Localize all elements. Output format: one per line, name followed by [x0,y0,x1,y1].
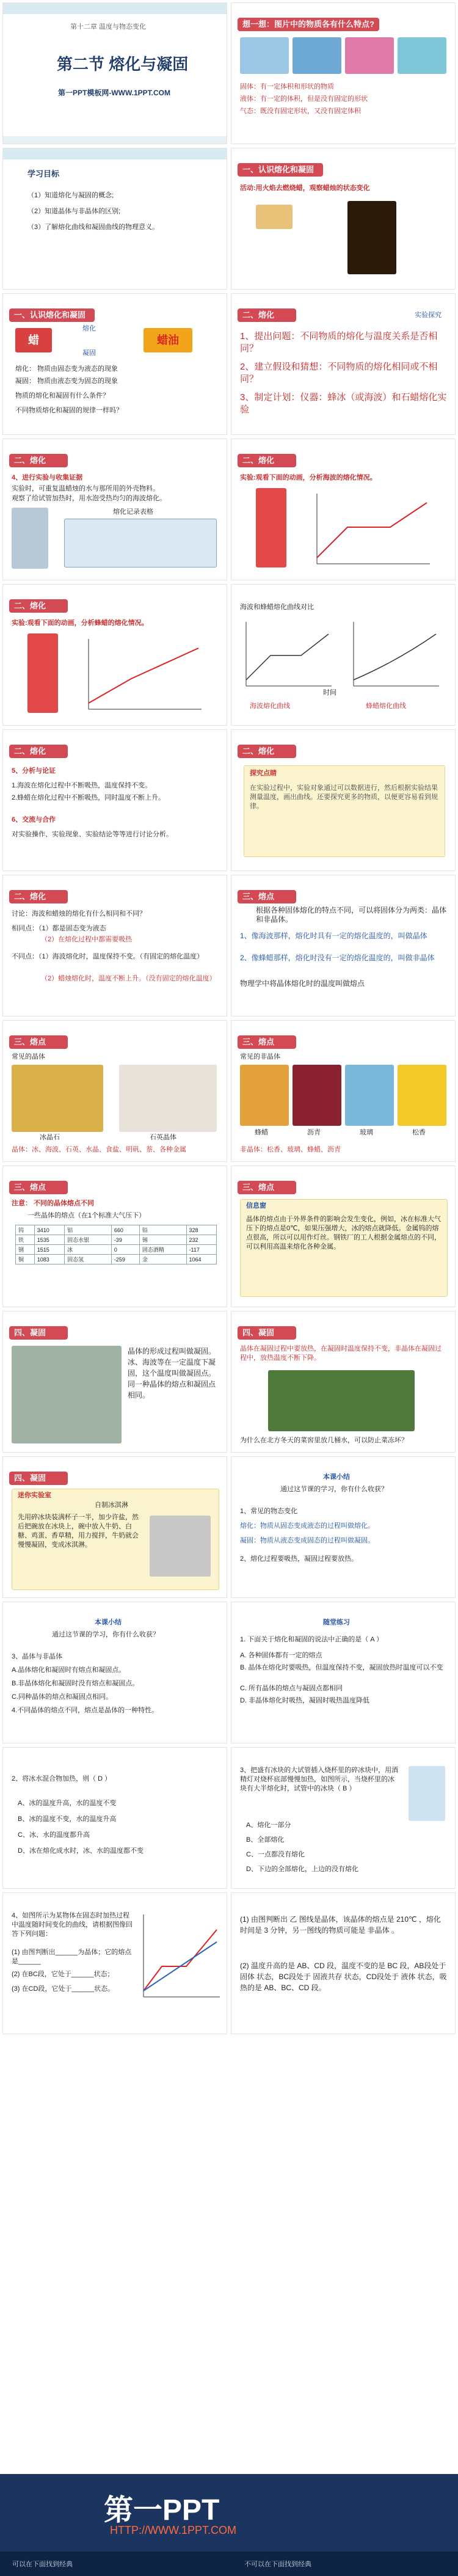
cell: 铝 [65,1225,112,1235]
tip-text: 在实验过程中，实验对象通过可以数据进行，然后根据实验结果测量温度，画出曲线。还要探究更多的物质，以便更容易看到规律。 [250,784,438,810]
cell: 固态水银 [65,1235,112,1245]
info-slide [231,1166,456,1307]
instruction-2: 观察了给试管加热时，用水泡受热均匀的海波熔化。 [12,495,166,502]
conclusion-1: 1.海波在熔化过程中不断吸热，温度保持不变。 [12,782,152,789]
brand-logo: 第一PPT [104,2494,220,2527]
question-2: 2、建立假设和猜想：不同物质的熔化相同或不相同？ [240,362,438,384]
caption: 蜂蜡 [255,1129,268,1136]
section-tag: 三、熔点 [9,1035,68,1049]
cell: 1064 [186,1255,217,1264]
freeze-text: 晶体的形成过程叫做凝固。冰、海波等在一定温度下凝固，这个温度叫做凝固点。同一种晶体的熔点和凝固点相同。 [128,1347,216,1399]
goals-title: 学习目标 [27,169,60,178]
cell: 铁 [16,1235,35,1245]
cell: 钢 [16,1245,35,1255]
hypo-chart [240,619,338,698]
table-sub: 一些晶体的熔点（在1个标准大气压下） [27,1212,146,1219]
crown-image [12,1065,103,1132]
cell: 0 [111,1245,139,1255]
goals-slide [2,148,227,290]
answer-slide [231,1892,456,2034]
banner-footer [0,2552,458,2576]
table-row [16,1245,217,1255]
wax-line [89,648,198,703]
question-stem: 1. 下面关于熔化和凝固的说法中正确的是（ A ） [240,1636,383,1643]
apparatus-image [12,508,48,569]
question-1: 1、提出问题：不同物质的熔化与温度关系是否相同？ [240,331,438,354]
summary-item: B.非晶体熔化和凝固时没有熔点和凝固点。 [12,1680,139,1687]
option: A. 各种固体都有一定的熔点 [240,1652,322,1659]
section-tag: 三、熔点 [238,890,296,903]
cellar-question: 为什么在北方冬天的菜窖里放几桶水，可以防止菜冻坏？ [240,1437,408,1444]
sub-question: (2) 在BC段，它处于______状态； [12,1971,114,1978]
gas-line: 气态：既没有固定形状，又没有固定体积 [240,108,361,115]
option: A、熔化一部分 [246,1822,291,1829]
cell: 固态酒精 [139,1245,186,1255]
icecream-image [150,1516,211,1577]
quartz-image [119,1065,217,1132]
cell: 钨 [16,1225,35,1235]
curve-b [144,1942,217,1991]
mini-lab-slide [2,1456,227,1598]
option: C、冰、水的温度都升高 [18,1831,90,1839]
noncrystals-slide [231,1020,456,1162]
cell: 328 [186,1225,217,1235]
sub-question: (1) 由图判断出______为晶体；它的熔点是______ [12,1949,132,1965]
slide-title: 第二节 熔化与凝固 [57,55,189,73]
practice3-slide [231,1747,456,1889]
wax-line [354,634,436,680]
melt-concept-slide [2,293,227,435]
section-tag: 四、凝固 [238,1326,296,1340]
thermometer-image [27,633,58,713]
rule-question: 不同物质熔化和凝固的规律一样吗？ [15,407,123,414]
hypo-anim-slide [231,439,456,580]
caption: 松香 [412,1129,426,1136]
slide-bar [3,3,227,14]
cover-slide [2,2,227,144]
wax-label: 蜡 [15,328,52,352]
promo-banner [0,2474,458,2576]
caption: 沥青 [307,1129,321,1136]
melt-arrow-label: 熔化 [82,325,96,332]
freeze-definition: 凝固： 物质由液态变为固态的现象 [15,378,118,385]
summary-title: 本课小结 [95,1619,122,1626]
chapter-label: 第十二章 温度与物态变化 [70,23,147,31]
section-tag: 一、认识熔化和凝固 [9,308,95,322]
section-tag: 四、凝固 [9,1326,68,1340]
same-2: （2）在熔化过程中都需要吸热 [41,936,133,943]
sub-question: (3) 在CD段，它处于______状态。 [12,1985,115,1993]
tip-slide [231,729,456,871]
hypo-caption: 海波熔化曲线 [250,702,290,710]
mini-lab-sub: 自制冰淇淋 [95,1501,128,1509]
icicle-image [12,1346,122,1443]
summary2-slide [2,1602,227,1743]
summary-ask: 通过这节课的学习，你有什么收获？ [280,1486,388,1493]
crystal-cap-1: 冰晶石 [40,1134,60,1141]
freeze-heat-slide [231,1311,456,1453]
step-6: 6、交流与合作 [12,816,56,823]
thermometer-image [256,488,286,567]
practice2-slide [2,1747,227,1889]
cell: -259 [111,1255,139,1264]
footer-note-left: 可以在下面找到经典 [12,2561,73,2568]
freeze-arrow-label: 凝固 [82,349,96,357]
balloon-image [345,37,394,74]
cell: 铅 [139,1225,186,1235]
option: B. 晶体在熔化时要吸热，但温度保持不变，凝固放热时温度可以不变 [240,1664,443,1671]
question-stem: 3、把盛有冰块的大试管插入烧杯里的碎冰块中，用酒精灯对烧杯底部慢慢加热，如图所示，当烧杯里的冰块有大半熔化时，试管中的冰块（ B ） [240,1767,399,1792]
caption: 玻璃 [360,1129,373,1136]
question-stem: 4、如图所示为某物体在固态时加热过程中温度随时间变化的曲线，请根据图像回答下列问题： [12,1912,133,1938]
cell: -117 [186,1245,217,1255]
slide-bar-bottom [3,136,227,144]
noncrystals-title: 常见的非晶体 [240,1053,280,1060]
ice-image [240,37,289,74]
beeswax-image [240,1065,289,1126]
question-stem: 2、将冰水混合物加热，则（ D ） [12,1775,112,1782]
cell: 金 [139,1255,186,1264]
anim-instruction: 实验:观看下面的动画，分析海波的熔化情况。 [240,474,377,481]
section-tag: 二、熔化 [9,599,68,613]
diff-2: （2）蜡烛熔化时，温度不断上升。（没有固定的熔化温度） [41,975,216,982]
summary-item: C.同种晶体的熔点和凝固点相同。 [12,1693,112,1701]
melting-point-table [15,1225,217,1264]
info-title: 信息窗 [246,1202,266,1210]
slide-bar [3,148,227,159]
diff-1: 不同点：（1）海波熔化时，温度保持不变。（有固定的熔化温度） [12,953,204,960]
question-3: 3、制定计划：仪器：蜂冰（或海波）和石蜡熔化实验 [240,392,447,415]
cell: 1535 [34,1235,64,1245]
hypo-curve [311,491,433,570]
table-row [16,1235,217,1245]
liquid-line: 液体：有一定的体积，但是没有固定的形状 [240,95,368,103]
crystals-slide [2,1020,227,1162]
step-5: 5、分析与论证 [12,767,56,775]
step-4: 4、进行实验与收集证据 [12,474,83,481]
brand-url[interactable]: HTTP://WWW.1PPT.COM [110,2524,236,2536]
summary1-slide [231,1456,456,1598]
melting-table-slide [2,1166,227,1307]
site-label: 第一PPT模板网-WWW.1PPT.COM [58,89,170,97]
discussion-slide [2,875,227,1016]
section-tag: 三、熔点 [238,1181,296,1194]
section-tag: 四、凝固 [9,1472,68,1485]
experiment-badge: 实验探究 [415,312,442,319]
cell: 1515 [34,1245,64,1255]
note-title: 注意： 不同的晶体熔点不同 [12,1200,95,1207]
answer-1: (1) 由图判断出 乙 图线是晶体，该晶体的熔点是 210℃ ，熔化时间是 3 分钟，另一图线的物质可能是 非晶体 。 [240,1915,441,1935]
goal-item: （3）了解熔化曲线和凝固曲线的物理意义。 [27,224,159,231]
heating-curve [137,1911,223,2003]
section-tag: 三、熔点 [238,1035,296,1049]
summary-1: 1、常见的物态变化 [240,1508,298,1515]
answer-2: (2) 温度升高的是 AB、CD 段，温度不变的是 BC 段，AB段处于 固体 状态，BC段处于 固液共存 状态，CD段处于 液体 状态，吸热的是 AB、BC、CD 段。 [240,1961,447,1992]
same-1: 相同点：（1）都是固态变为液态 [12,925,106,932]
condition-question: 物质的熔化和凝固有什么条件？ [15,392,109,400]
wax-oil-label: 蜡油 [144,328,192,352]
asphalt-image [293,1065,341,1126]
section-tag: 二、熔化 [238,745,296,758]
crystal-def-slide [231,875,456,1016]
mini-lab-title: 迷你实验室 [18,1492,51,1499]
time-axis-label: 时间 [323,689,336,696]
match-image [256,205,293,229]
rosin-image [398,1065,446,1126]
option: D、下边的全部熔化，上边的没有熔化 [246,1866,358,1873]
info-text: 晶体的熔点由于外界条件的影响会发生变化，例如，冰在标准大气压下的熔点是0℃，如果压强增大，冰的熔点就降低。金属钨的熔点很高，所以可以用作灯丝。钢铁厂的工人根据金属熔点的不同，可以利用高温来熔化各种金属。 [246,1216,441,1250]
freeze-heat-text: 晶体在凝固过程中要放热，在凝固时温度保持不变，非晶体在凝固过程中，放热温度不断下降。 [240,1345,442,1362]
practice4-slide [2,1892,227,2034]
candle-flame-image [347,201,396,274]
option: B、冰的温度不变，水的温度升高 [18,1815,117,1823]
crystal-cap-2: 石英晶体 [150,1134,176,1141]
bubble-image [398,37,446,74]
solid-line: 固体：有一定体积和形状的物质 [240,83,334,90]
instruction-1: 实验时，可重复温蜡烛的水与那所用的外壳物料。 [12,485,159,492]
collect-slide [2,439,227,580]
table-caption: 熔化记录表格 [113,508,153,516]
crystals-title: 常见的晶体 [12,1053,45,1060]
goal-item: （1）知道熔化与凝固的概念; [27,192,114,199]
table-row [16,1255,217,1264]
analysis-slide [2,729,227,871]
wax-caption: 蜂蜡熔化曲线 [366,702,406,710]
option: D、冰在熔化成水时，冰、水的温度都不变 [18,1847,144,1855]
compare-slide [231,584,456,726]
section-tag: 三、熔点 [9,1181,68,1194]
compare-title: 海波和蜂蜡熔化曲线对比 [240,604,314,611]
freeze-slide [2,1311,227,1453]
summary-item: 4.不同晶体的熔点不同，熔点是晶体的一种特性。 [12,1707,159,1714]
summary-item: A.晶体熔化和凝固时有熔点和凝固点。 [12,1666,126,1674]
section-tag: 二、熔化 [9,454,68,467]
mini-lab-text: 先用碎冰块装满杯子一半，加少许盐，然后把碗放在冰块上，碗中放入牛奶、白糖、鸡蛋、香草精，用力搅拌，牛奶就会慢慢凝固，变成冰淇淋。 [18,1514,139,1549]
hypo-line [317,503,427,558]
tip-box [244,765,445,857]
cell: 铜 [16,1255,35,1264]
classification: 根据各种固体熔化的特点不同，可以将固体分为两类：晶体和非晶体。 [256,906,447,924]
vegetable-image [268,1370,415,1431]
melting-point-def: 物理学中将晶体熔化时的温度叫做熔点 [240,979,365,988]
hypo-line [246,634,329,680]
footer-note-right: 不可以在下面找到经典 [244,2561,311,2568]
spacer [0,2038,458,2474]
cell: -39 [111,1235,139,1245]
discussion-question: 讨论：海波和蜡烛的熔化有什么相同和不同？ [12,910,146,918]
option: C、一点都没有熔化 [246,1851,305,1858]
summary-title: 本课小结 [323,1473,350,1481]
option: B、全部熔化 [246,1836,285,1844]
tip-title: 探究点睛 [250,770,277,777]
know-slide [231,148,456,290]
glass-image [345,1065,394,1126]
record-table [64,519,217,567]
think-slide [231,2,456,144]
summary-item: 3、晶体与非晶体 [12,1653,63,1660]
noncrystal-list: 非晶体：松香、玻璃、蜂蜡、沥青 [240,1146,341,1153]
summary-2: 熔化：物质从固态变成液态的过程叫做熔化。 [240,1522,374,1530]
crystal-list: 晶体：冰、海波、石英、水晶、食盐、明矾、萘、各种金属 [12,1146,186,1153]
discussion-text: 对实验操作、实验现象、实验结论等等进行讨论分析。 [12,831,173,838]
think-header: 想一想：图片中的物质各有什么特点? [238,18,379,31]
summary-ask: 通过这节课的学习，你有什么收获？ [52,1631,159,1638]
section-tag: 二、熔化 [9,745,68,758]
beaker-image [409,1766,445,1821]
water-image [293,37,341,74]
cell: 锡 [139,1235,186,1245]
wax-chart [347,619,445,698]
curve-a [144,1930,217,1991]
cell: 3410 [34,1225,64,1235]
option: C. 所有晶体的熔点与凝固点都相同 [240,1685,343,1692]
cell: 1083 [34,1255,64,1264]
option: A、冰的温度升高，水的温度不变 [18,1800,117,1807]
practice1-slide [231,1602,456,1743]
cell: 232 [186,1235,217,1245]
summary-3: 凝固：物质从液态变成固态的过程叫做凝固。 [240,1537,374,1544]
wax-curve [82,636,205,715]
table-row [16,1225,217,1235]
cell: 冰 [65,1245,112,1255]
option: D. 非晶体熔化时吸热，凝固时吸热温度降低 [240,1697,370,1704]
anim-instruction: 实验:观看下面的动画，分析蜂蜡的熔化情况。 [12,619,148,627]
section-tag: 二、熔化 [238,454,296,467]
cell: 660 [111,1225,139,1235]
melt-definition: 熔化： 物质由固态变为液态的现象 [15,365,118,373]
section-tag: 一、认识熔化和凝固 [238,163,323,177]
practice-title: 随堂练习 [323,1619,350,1626]
noncrystal-def: 2、像蜂蜡那样，熔化时没有一定的熔化温度的，叫做非晶体 [240,954,435,962]
activity-text: 活动:用火焰去燃烧蜡，观察蜡烛的状态变化 [240,184,370,192]
cell: 固态氢 [65,1255,112,1264]
conclusion-2: 2.蜂蜡在熔化过程中不断吸热，同时温度不断上升。 [12,794,165,801]
summary-4: 2、熔化过程要吸热，凝固过程要放热。 [240,1555,358,1563]
experiment-slide [231,293,456,435]
goal-item: （2）知道晶体与非晶体的区别; [27,208,121,215]
section-tag: 二、熔化 [9,890,68,903]
section-tag: 二、熔化 [238,308,296,322]
wax-anim-slide [2,584,227,726]
crystal-def: 1、像海波那样，熔化时具有一定的熔化温度的，叫做晶体 [240,932,427,940]
